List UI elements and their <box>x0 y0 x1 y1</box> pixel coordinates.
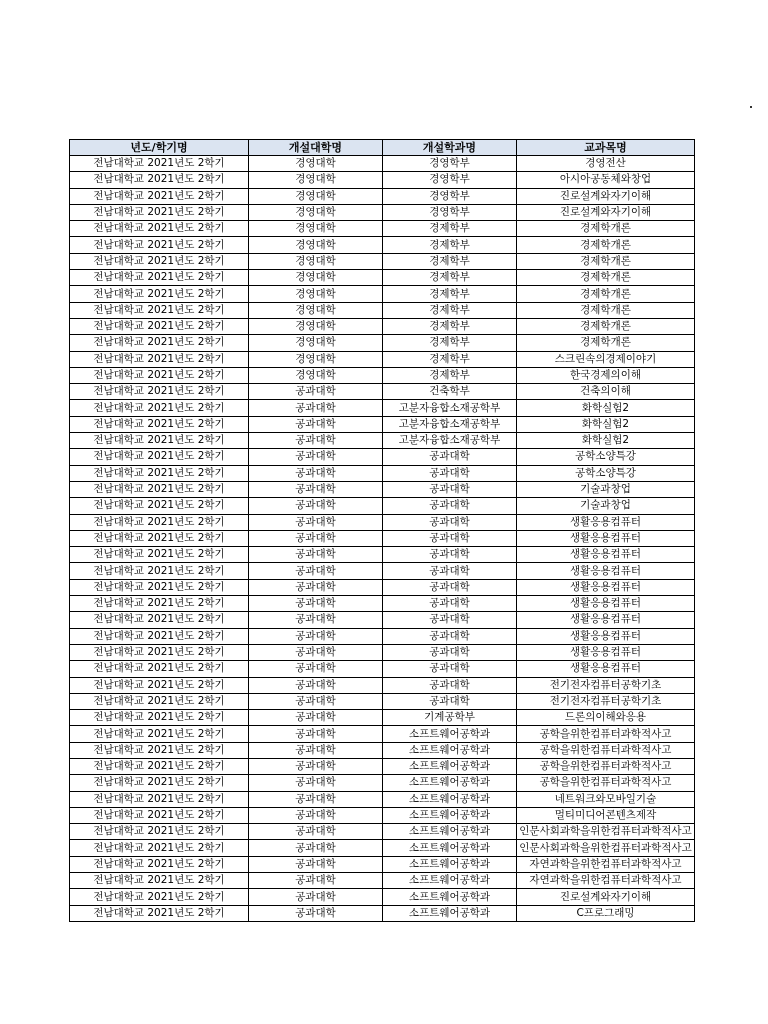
cell-department: 공과대학 <box>383 530 517 546</box>
cell-college: 공과대학 <box>249 677 383 693</box>
cell-year-semester: 전남대학교 2021년도 2학기 <box>70 661 249 677</box>
header-row <box>70 140 695 156</box>
cell-year-semester: 전남대학교 2021년도 2학기 <box>70 710 249 726</box>
cell-college: 공과대학 <box>249 563 383 579</box>
cell-department: 공과대학 <box>383 596 517 612</box>
table-row <box>70 742 695 758</box>
cell-year-semester: 전남대학교 2021년도 2학기 <box>70 156 249 172</box>
table-row <box>70 433 695 449</box>
cell-year-semester: 전남대학교 2021년도 2학기 <box>70 188 249 204</box>
cell-course: 생활응용컴퓨터 <box>517 530 695 546</box>
cell-department: 소프트웨어공학과 <box>383 905 517 921</box>
cell-year-semester: 전남대학교 2021년도 2학기 <box>70 270 249 286</box>
cell-college: 경영대학 <box>249 270 383 286</box>
cell-college: 공과대학 <box>249 693 383 709</box>
cell-college: 공과대학 <box>249 824 383 840</box>
cell-year-semester: 전남대학교 2021년도 2학기 <box>70 791 249 807</box>
table-row <box>70 351 695 367</box>
cell-course: 경제학개론 <box>517 302 695 318</box>
cell-college: 경영대학 <box>249 318 383 334</box>
cell-year-semester: 전남대학교 2021년도 2학기 <box>70 693 249 709</box>
cell-course: 전기전자컴퓨터공학기초 <box>517 693 695 709</box>
cell-department: 소프트웨어공학과 <box>383 873 517 889</box>
table-row <box>70 840 695 856</box>
cell-year-semester: 전남대학교 2021년도 2학기 <box>70 628 249 644</box>
cell-college: 경영대학 <box>249 188 383 204</box>
cell-course: 아시아공동체와창업 <box>517 172 695 188</box>
cell-department: 경제학부 <box>383 302 517 318</box>
cell-year-semester: 전남대학교 2021년도 2학기 <box>70 172 249 188</box>
table-row <box>70 221 695 237</box>
cell-department: 공과대학 <box>383 563 517 579</box>
cell-year-semester: 전남대학교 2021년도 2학기 <box>70 351 249 367</box>
cell-course: 공학을위한컴퓨터과학적사고 <box>517 775 695 791</box>
cell-year-semester: 전남대학교 2021년도 2학기 <box>70 677 249 693</box>
cell-year-semester: 전남대학교 2021년도 2학기 <box>70 547 249 563</box>
cell-course: 자연과학을위한컴퓨터과학적사고 <box>517 873 695 889</box>
table-row <box>70 856 695 872</box>
cell-course: C프로그래밍 <box>517 905 695 921</box>
cell-course: 경영전산 <box>517 156 695 172</box>
table-row <box>70 384 695 400</box>
table-row <box>70 465 695 481</box>
table-row <box>70 188 695 204</box>
cell-year-semester: 전남대학교 2021년도 2학기 <box>70 514 249 530</box>
cell-course: 진로설계와자기이해 <box>517 204 695 220</box>
cell-department: 소프트웨어공학과 <box>383 824 517 840</box>
table-row <box>70 824 695 840</box>
table-row <box>70 612 695 628</box>
cell-college: 공과대학 <box>249 498 383 514</box>
cell-year-semester: 전남대학교 2021년도 2학기 <box>70 335 249 351</box>
cell-department: 경제학부 <box>383 351 517 367</box>
table-row <box>70 367 695 383</box>
cell-year-semester: 전남대학교 2021년도 2학기 <box>70 481 249 497</box>
cell-college: 공과대학 <box>249 775 383 791</box>
cell-course: 경제학개론 <box>517 318 695 334</box>
cell-year-semester: 전남대학교 2021년도 2학기 <box>70 237 249 253</box>
cell-course: 생활응용컴퓨터 <box>517 644 695 660</box>
table-row <box>70 172 695 188</box>
cell-college: 공과대학 <box>249 400 383 416</box>
cell-course: 경제학개론 <box>517 335 695 351</box>
cell-year-semester: 전남대학교 2021년도 2학기 <box>70 873 249 889</box>
cell-year-semester: 전남대학교 2021년도 2학기 <box>70 530 249 546</box>
cell-course: 네트워크와모바일기술 <box>517 791 695 807</box>
cell-department: 공과대학 <box>383 465 517 481</box>
table-row <box>70 807 695 823</box>
table-row <box>70 449 695 465</box>
cell-college: 공과대학 <box>249 481 383 497</box>
table-row <box>70 791 695 807</box>
cell-year-semester: 전남대학교 2021년도 2학기 <box>70 775 249 791</box>
cell-course: 공학을위한컴퓨터과학적사고 <box>517 726 695 742</box>
cell-year-semester: 전남대학교 2021년도 2학기 <box>70 498 249 514</box>
cell-course: 진로설계와자기이해 <box>517 188 695 204</box>
cell-year-semester: 전남대학교 2021년도 2학기 <box>70 758 249 774</box>
cell-college: 공과대학 <box>249 628 383 644</box>
cell-department: 소프트웨어공학과 <box>383 775 517 791</box>
table-row <box>70 873 695 889</box>
cell-department: 공과대학 <box>383 579 517 595</box>
cell-year-semester: 전남대학교 2021년도 2학기 <box>70 384 249 400</box>
cell-department: 공과대학 <box>383 628 517 644</box>
cell-course: 생활응용컴퓨터 <box>517 563 695 579</box>
cell-college: 경영대학 <box>249 172 383 188</box>
cell-department: 경제학부 <box>383 318 517 334</box>
cell-college: 공과대학 <box>249 416 383 432</box>
cell-department: 공과대학 <box>383 547 517 563</box>
table-row <box>70 302 695 318</box>
table-row <box>70 416 695 432</box>
cell-department: 소프트웨어공학과 <box>383 742 517 758</box>
cell-year-semester: 전남대학교 2021년도 2학기 <box>70 400 249 416</box>
cell-year-semester: 전남대학교 2021년도 2학기 <box>70 465 249 481</box>
cell-course: 한국경제의이해 <box>517 367 695 383</box>
page-marker-dot <box>750 106 752 108</box>
table-row <box>70 498 695 514</box>
table-row <box>70 677 695 693</box>
cell-course: 공학소양특강 <box>517 465 695 481</box>
cell-department: 공과대학 <box>383 481 517 497</box>
cell-department: 경영학부 <box>383 172 517 188</box>
cell-course: 생활응용컴퓨터 <box>517 579 695 595</box>
cell-college: 공과대학 <box>249 644 383 660</box>
cell-department: 소프트웨어공학과 <box>383 889 517 905</box>
table-row <box>70 644 695 660</box>
cell-department: 공과대학 <box>383 677 517 693</box>
cell-course: 생활응용컴퓨터 <box>517 628 695 644</box>
cell-course: 멀티미디어콘텐츠제작 <box>517 807 695 823</box>
cell-department: 소프트웨어공학과 <box>383 758 517 774</box>
cell-college: 공과대학 <box>249 579 383 595</box>
table-row <box>70 596 695 612</box>
cell-year-semester: 전남대학교 2021년도 2학기 <box>70 286 249 302</box>
cell-college: 경영대학 <box>249 156 383 172</box>
cell-course: 스크린속의경제이야기 <box>517 351 695 367</box>
cell-course: 기술과창업 <box>517 498 695 514</box>
cell-year-semester: 전남대학교 2021년도 2학기 <box>70 596 249 612</box>
cell-year-semester: 전남대학교 2021년도 2학기 <box>70 742 249 758</box>
cell-college: 경영대학 <box>249 237 383 253</box>
table-row <box>70 237 695 253</box>
cell-department: 공과대학 <box>383 449 517 465</box>
cell-year-semester: 전남대학교 2021년도 2학기 <box>70 302 249 318</box>
cell-year-semester: 전남대학교 2021년도 2학기 <box>70 253 249 269</box>
cell-department: 소프트웨어공학과 <box>383 856 517 872</box>
cell-year-semester: 전남대학교 2021년도 2학기 <box>70 204 249 220</box>
cell-department: 경제학부 <box>383 286 517 302</box>
cell-college: 공과대학 <box>249 710 383 726</box>
cell-year-semester: 전남대학교 2021년도 2학기 <box>70 563 249 579</box>
header-department: 개설학과명 <box>383 140 517 156</box>
cell-year-semester: 전남대학교 2021년도 2학기 <box>70 579 249 595</box>
cell-college: 경영대학 <box>249 221 383 237</box>
cell-department: 경영학부 <box>383 204 517 220</box>
cell-department: 건축학부 <box>383 384 517 400</box>
cell-department: 소프트웨어공학과 <box>383 791 517 807</box>
cell-year-semester: 전남대학교 2021년도 2학기 <box>70 824 249 840</box>
course-table <box>69 139 695 922</box>
cell-course: 화학실험2 <box>517 416 695 432</box>
cell-year-semester: 전남대학교 2021년도 2학기 <box>70 807 249 823</box>
cell-department: 경제학부 <box>383 335 517 351</box>
cell-college: 경영대학 <box>249 351 383 367</box>
cell-college: 공과대학 <box>249 514 383 530</box>
cell-course: 경제학개론 <box>517 253 695 269</box>
table-row <box>70 693 695 709</box>
cell-year-semester: 전남대학교 2021년도 2학기 <box>70 856 249 872</box>
cell-year-semester: 전남대학교 2021년도 2학기 <box>70 644 249 660</box>
cell-course: 생활응용컴퓨터 <box>517 596 695 612</box>
table-body <box>70 156 695 922</box>
cell-course: 건축의이해 <box>517 384 695 400</box>
cell-college: 공과대학 <box>249 530 383 546</box>
table-row <box>70 318 695 334</box>
cell-course: 생활응용컴퓨터 <box>517 661 695 677</box>
table-row <box>70 335 695 351</box>
table-row <box>70 253 695 269</box>
cell-department: 공과대학 <box>383 644 517 660</box>
cell-college: 공과대학 <box>249 758 383 774</box>
cell-department: 공과대학 <box>383 612 517 628</box>
cell-college: 공과대학 <box>249 873 383 889</box>
table-row <box>70 514 695 530</box>
cell-year-semester: 전남대학교 2021년도 2학기 <box>70 318 249 334</box>
cell-college: 경영대학 <box>249 253 383 269</box>
cell-course: 경제학개론 <box>517 237 695 253</box>
cell-year-semester: 전남대학교 2021년도 2학기 <box>70 449 249 465</box>
cell-course: 자연과학을위한컴퓨터과학적사고 <box>517 856 695 872</box>
table-row <box>70 579 695 595</box>
cell-year-semester: 전남대학교 2021년도 2학기 <box>70 416 249 432</box>
cell-department: 소프트웨어공학과 <box>383 840 517 856</box>
cell-course: 공학을위한컴퓨터과학적사고 <box>517 758 695 774</box>
table-row <box>70 628 695 644</box>
cell-course: 전기전자컴퓨터공학기초 <box>517 677 695 693</box>
cell-college: 공과대학 <box>249 791 383 807</box>
cell-college: 경영대학 <box>249 335 383 351</box>
header-college: 개설대학명 <box>249 140 383 156</box>
cell-college: 공과대학 <box>249 661 383 677</box>
cell-course: 생활응용컴퓨터 <box>517 612 695 628</box>
table-row <box>70 400 695 416</box>
cell-college: 공과대학 <box>249 905 383 921</box>
table-row <box>70 204 695 220</box>
table-row <box>70 563 695 579</box>
cell-course: 인문사회과학을위한컴퓨터과학적사고 <box>517 824 695 840</box>
header-course: 교과목명 <box>517 140 695 156</box>
cell-college: 공과대학 <box>249 465 383 481</box>
cell-college: 공과대학 <box>249 596 383 612</box>
cell-course: 공학소양특강 <box>517 449 695 465</box>
cell-department: 공과대학 <box>383 514 517 530</box>
cell-college: 공과대학 <box>249 856 383 872</box>
cell-course: 화학실험2 <box>517 433 695 449</box>
cell-course: 드론의이해와응용 <box>517 710 695 726</box>
cell-college: 공과대학 <box>249 726 383 742</box>
cell-college: 경영대학 <box>249 302 383 318</box>
table-row <box>70 710 695 726</box>
cell-department: 고분자융합소재공학부 <box>383 416 517 432</box>
table-row <box>70 661 695 677</box>
cell-department: 고분자융합소재공학부 <box>383 400 517 416</box>
table-row <box>70 889 695 905</box>
cell-year-semester: 전남대학교 2021년도 2학기 <box>70 367 249 383</box>
cell-department: 고분자융합소재공학부 <box>383 433 517 449</box>
cell-college: 공과대학 <box>249 384 383 400</box>
cell-college: 공과대학 <box>249 612 383 628</box>
table-row <box>70 758 695 774</box>
table-row <box>70 905 695 921</box>
cell-year-semester: 전남대학교 2021년도 2학기 <box>70 905 249 921</box>
cell-course: 생활응용컴퓨터 <box>517 514 695 530</box>
cell-college: 경영대학 <box>249 204 383 220</box>
cell-department: 경영학부 <box>383 188 517 204</box>
cell-course: 경제학개론 <box>517 286 695 302</box>
cell-college: 경영대학 <box>249 286 383 302</box>
cell-college: 공과대학 <box>249 807 383 823</box>
cell-department: 소프트웨어공학과 <box>383 726 517 742</box>
cell-department: 공과대학 <box>383 693 517 709</box>
cell-course: 화학실험2 <box>517 400 695 416</box>
cell-course: 진로설계와자기이해 <box>517 889 695 905</box>
cell-college: 공과대학 <box>249 889 383 905</box>
cell-department: 소프트웨어공학과 <box>383 807 517 823</box>
cell-department: 경영학부 <box>383 156 517 172</box>
cell-college: 공과대학 <box>249 742 383 758</box>
cell-course: 경제학개론 <box>517 270 695 286</box>
cell-course: 생활응용컴퓨터 <box>517 547 695 563</box>
cell-year-semester: 전남대학교 2021년도 2학기 <box>70 889 249 905</box>
header-year-semester: 년도/학기명 <box>70 140 249 156</box>
table-row <box>70 270 695 286</box>
cell-year-semester: 전남대학교 2021년도 2학기 <box>70 612 249 628</box>
cell-year-semester: 전남대학교 2021년도 2학기 <box>70 840 249 856</box>
cell-course: 경제학개론 <box>517 221 695 237</box>
cell-college: 공과대학 <box>249 449 383 465</box>
cell-department: 경제학부 <box>383 270 517 286</box>
cell-college: 경영대학 <box>249 367 383 383</box>
cell-course: 인문사회과학을위한컴퓨터과학적사고 <box>517 840 695 856</box>
cell-college: 공과대학 <box>249 433 383 449</box>
cell-department: 경제학부 <box>383 367 517 383</box>
cell-department: 공과대학 <box>383 498 517 514</box>
table-row <box>70 547 695 563</box>
cell-department: 공과대학 <box>383 661 517 677</box>
cell-department: 경제학부 <box>383 237 517 253</box>
cell-department: 경제학부 <box>383 221 517 237</box>
cell-year-semester: 전남대학교 2021년도 2학기 <box>70 433 249 449</box>
cell-year-semester: 전남대학교 2021년도 2학기 <box>70 726 249 742</box>
table-row <box>70 726 695 742</box>
cell-course: 기술과창업 <box>517 481 695 497</box>
table-row <box>70 286 695 302</box>
cell-department: 기계공학부 <box>383 710 517 726</box>
cell-course: 공학을위한컴퓨터과학적사고 <box>517 742 695 758</box>
cell-college: 공과대학 <box>249 547 383 563</box>
table-row <box>70 775 695 791</box>
table-row <box>70 481 695 497</box>
table-row <box>70 156 695 172</box>
cell-college: 공과대학 <box>249 840 383 856</box>
table-row <box>70 530 695 546</box>
cell-department: 경제학부 <box>383 253 517 269</box>
cell-year-semester: 전남대학교 2021년도 2학기 <box>70 221 249 237</box>
